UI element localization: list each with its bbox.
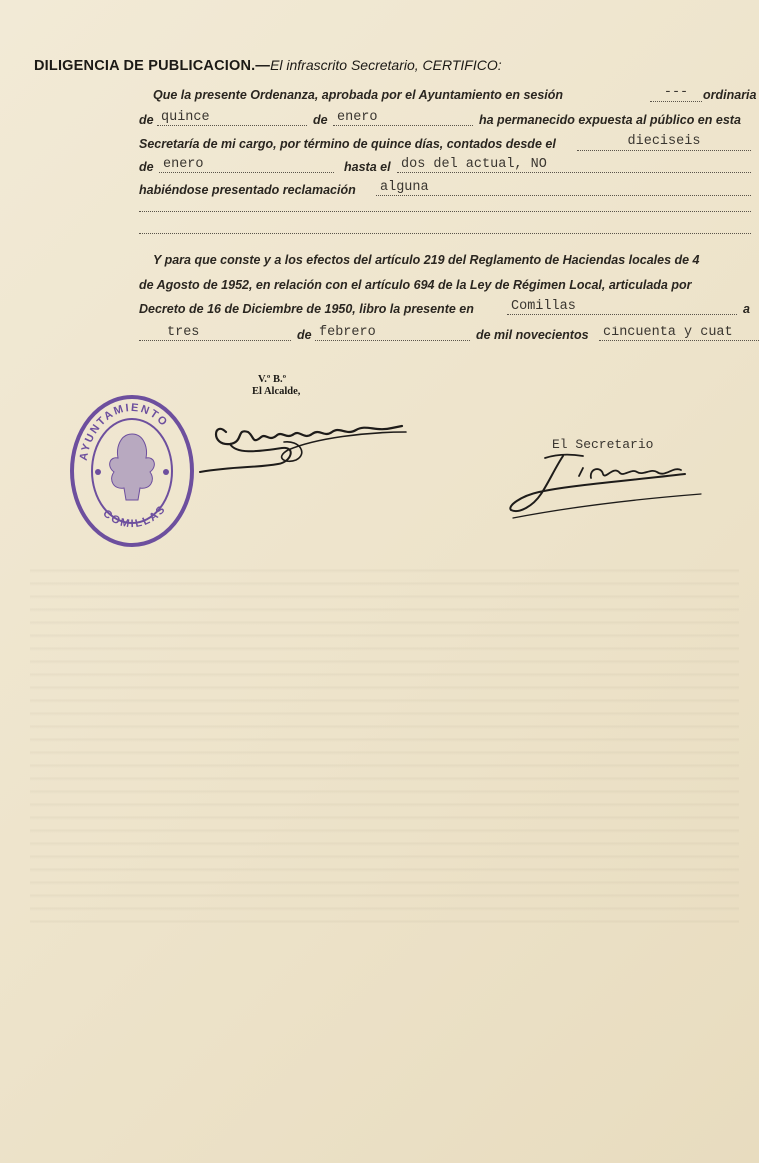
p1-l4-hasta: hasta el <box>344 160 391 174</box>
claims-field: alguna <box>376 181 751 196</box>
p1-l5-text: habiéndose presentado reclamación <box>139 183 356 197</box>
p1-l2-de: de <box>139 113 154 127</box>
session-type-field: --- <box>650 86 702 102</box>
secretario-label: El Secretario <box>552 437 654 452</box>
p2-l3-end: a <box>743 302 750 316</box>
p1-line-5 <box>139 181 751 201</box>
document-heading <box>34 57 502 75</box>
p2-l3-text: Decreto de 16 de Diciembre de 1950, libro la presente en <box>139 302 474 316</box>
blank-rule-2 <box>139 233 751 234</box>
p1-l2-de2: de <box>313 113 328 127</box>
p1-line-3 <box>139 135 751 155</box>
p2-line-2 <box>139 276 751 296</box>
visto-bueno-block <box>252 374 300 398</box>
p2-line-4 <box>139 326 751 346</box>
start-day-field: dieciseis <box>577 135 751 151</box>
issue-day-field: tres <box>139 326 291 341</box>
session-day-field: quince <box>157 111 307 126</box>
p2-l4-de: de <box>297 328 312 342</box>
svg-text:COMILLAS: COMILLAS <box>100 502 169 531</box>
heading-title: DILIGENCIA DE PUBLICACION.— <box>34 58 271 74</box>
svg-text:AYUNTAMIENTO: AYUNTAMIENTO <box>77 401 171 462</box>
p1-l2-end: ha permanecido expuesta al público en esta <box>479 113 741 127</box>
p2-l1-text: Y para que conste y a los efectos del artículo 219 del Reglamento de Haciendas locales de 4 <box>153 253 700 267</box>
session-month-field: enero <box>333 111 473 126</box>
p1-line-1 <box>139 85 757 106</box>
place-field: Comillas <box>507 300 737 315</box>
blank-rule-1 <box>139 211 751 212</box>
heading-subtitle: El infrascrito Secretario, CERTIFICO: <box>270 57 502 73</box>
issue-year-field: cincuenta y cuat <box>599 326 759 341</box>
p1-line-4 <box>139 158 751 178</box>
issue-month-field: febrero <box>315 326 470 341</box>
ayuntamiento-seal <box>68 392 196 550</box>
end-date-field: dos del actual, NO <box>397 158 751 173</box>
p1-l1-text: Que la presente Ordenanza, aprobada por el Ayuntamiento en sesión <box>153 88 564 102</box>
p2-l2-text: de Agosto de 1952, en relación con el artículo 694 de la Ley de Régimen Local, articulada por <box>139 278 692 292</box>
p1-l3-text: Secretaría de mi cargo, por término de quince días, contados desde el <box>139 137 556 151</box>
p1-line-2 <box>139 111 751 131</box>
p2-line-3 <box>139 300 751 320</box>
secretario-signature <box>505 448 705 522</box>
alcalde-label: El Alcalde, <box>252 386 301 397</box>
p1-l4-de: de <box>139 160 154 174</box>
p1-l1-end: ordinaria <box>703 88 757 102</box>
alcalde-signature <box>196 402 416 482</box>
start-month-field: enero <box>159 158 334 173</box>
show-through-text <box>30 560 739 923</box>
p2-l4-mid: de mil novecientos <box>476 328 589 342</box>
vb-label: V.º B.º <box>258 374 287 385</box>
p2-line-1 <box>139 251 751 271</box>
